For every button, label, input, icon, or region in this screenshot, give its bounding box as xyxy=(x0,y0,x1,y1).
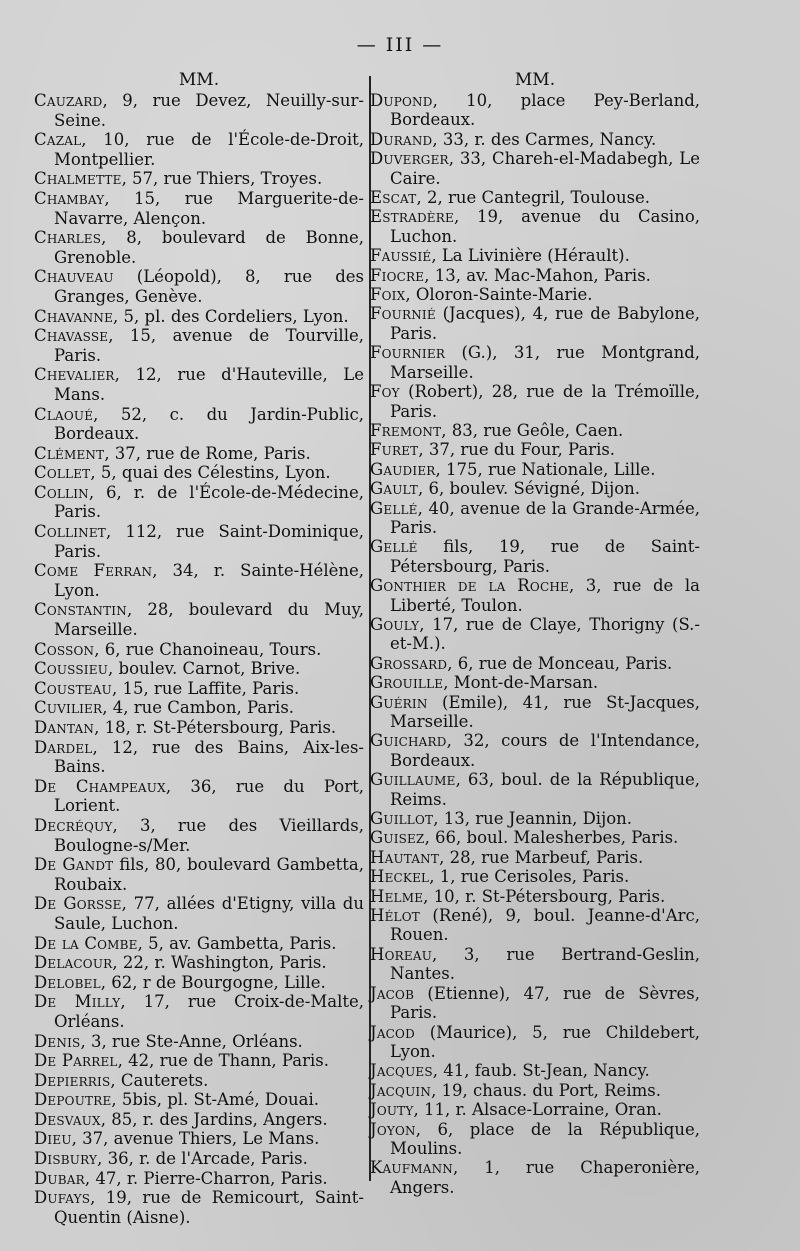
entry-name: Jacquin xyxy=(370,1080,432,1100)
directory-entry xyxy=(370,1120,700,1159)
entry-name: Faussié xyxy=(370,246,432,266)
entry-address: , 85, r. des Jardins, Angers. xyxy=(100,1109,328,1129)
entry-name: Cosson xyxy=(34,639,95,659)
directory-entry xyxy=(370,343,700,382)
entry-address: , 13, rue Jeannin, Dijon. xyxy=(433,809,633,829)
directory-entry xyxy=(34,463,364,483)
page-number: — III — xyxy=(356,34,444,56)
entry-address: , 11, r. Alsace-Lorraine, Oran. xyxy=(413,1100,662,1120)
entry-address: , 5bis, pl. St-Amé, Douai. xyxy=(111,1090,320,1110)
entry-name: Chalmette xyxy=(34,169,122,189)
directory-entry xyxy=(34,738,364,777)
entry-name: Fremont xyxy=(370,420,442,440)
entry-address: , 13, av. Mac-Mahon, Paris. xyxy=(424,265,651,285)
entry-name: Horeau xyxy=(370,944,433,964)
entry-address: , 33, Chareh-el-Madabegh, Le Caire. xyxy=(390,149,700,188)
entry-address: , 3, rue Bertrand-Geslin, Nantes. xyxy=(390,944,700,984)
entry-name: Clément xyxy=(34,443,105,463)
entry-address: , 37, rue du Four, Paris. xyxy=(418,440,616,460)
directory-entry xyxy=(370,207,700,246)
entry-address: , 2, rue Cantegril, Toulouse. xyxy=(416,188,651,208)
entry-name: Chauveau xyxy=(34,267,114,287)
entry-address: , 3, rue Ste-Anne, Orléans. xyxy=(80,1031,303,1051)
left-column-heading: MM. xyxy=(178,70,220,90)
entry-name: Duverger xyxy=(370,149,449,169)
entry-address: , 112, rue Saint-Dominique, Paris. xyxy=(54,522,364,561)
entry-address: , 37, rue de Rome, Paris. xyxy=(104,443,311,463)
entry-address: , 34, r. Sainte-Hélène, Lyon. xyxy=(54,561,364,600)
directory-entry xyxy=(370,867,700,886)
entry-name: Grossard xyxy=(370,653,448,673)
entry-name: Fournier xyxy=(370,343,446,363)
entry-name: Grouille xyxy=(370,673,444,693)
directory-entry xyxy=(34,169,364,189)
directory-entry xyxy=(34,1169,364,1189)
entry-name: Heckel xyxy=(370,867,430,887)
entry-address: , 6, boulev. Sévigné, Dijon. xyxy=(417,479,641,499)
entry-name: Kaufmann xyxy=(370,1158,453,1178)
directory-entry xyxy=(34,992,364,1031)
directory-entry xyxy=(370,673,700,692)
directory-entry xyxy=(34,679,364,699)
directory-entry xyxy=(34,130,364,169)
entry-address: , 15, rue Marguerite-de-Navarre, Alençon. xyxy=(54,188,364,228)
entry-name: Desvaux xyxy=(34,1109,101,1129)
directory-entry xyxy=(370,1158,700,1197)
entry-name: Decréquy xyxy=(34,815,113,835)
directory-entry xyxy=(34,659,364,679)
directory-entry xyxy=(370,693,700,732)
directory-entry xyxy=(370,576,700,615)
entry-name: Disbury xyxy=(34,1149,98,1169)
entry-name: Jacod xyxy=(370,1022,415,1042)
entry-name: Fiocre xyxy=(370,265,425,285)
directory-entry xyxy=(34,816,364,855)
entry-address: , La Livinière (Hérault). xyxy=(431,246,630,266)
directory-entry xyxy=(34,365,364,404)
right-column-heading: MM. xyxy=(514,70,556,90)
entry-name: Guillot xyxy=(370,809,434,829)
directory-entry xyxy=(34,1188,364,1227)
entry-name: Hautant xyxy=(370,847,440,867)
right-column xyxy=(370,70,700,1197)
entry-address: , 1, rue Cerisoles, Paris. xyxy=(429,867,630,887)
entry-name: Dufays xyxy=(34,1188,91,1208)
entry-name: Coussieu xyxy=(34,659,109,679)
directory-entry xyxy=(370,615,700,654)
entry-address: , 175, rue Nationale, Lille. xyxy=(435,459,656,479)
entry-name: Depoutre xyxy=(34,1090,112,1110)
entry-name: De Champeaux xyxy=(34,776,166,796)
entry-name: Gault xyxy=(370,479,418,499)
entry-name: Cauzard xyxy=(34,91,103,110)
directory-entry xyxy=(34,1090,364,1110)
entry-address: , 41, faub. St-Jean, Nancy. xyxy=(432,1061,650,1081)
entry-name: Jacob xyxy=(370,983,415,1003)
entry-name: De Parrel xyxy=(34,1051,118,1071)
entry-address: , 15, avenue de Tourville, Paris. xyxy=(54,326,364,365)
entry-name: Joyon xyxy=(370,1119,416,1139)
left-column xyxy=(34,70,364,1227)
entry-name: Charles xyxy=(34,228,102,248)
entry-address: , Oloron-Sainte-Marie. xyxy=(405,285,593,305)
directory-entry xyxy=(34,1071,364,1091)
directory-entry xyxy=(370,731,700,770)
entry-name: Collinet xyxy=(34,522,107,542)
entry-address: , 42, rue de Thann, Paris. xyxy=(117,1051,329,1071)
entry-name: Durand xyxy=(370,129,433,149)
entry-address: (G.), 31, rue Montgrand, Marseille. xyxy=(390,343,700,382)
directory-entry xyxy=(34,777,364,816)
entry-name: Chambay xyxy=(34,188,105,208)
directory-entry xyxy=(370,1023,700,1062)
directory-entry xyxy=(34,561,364,600)
entry-address: , 6, rue de Monceau, Paris. xyxy=(447,653,673,673)
entry-name: Cazal xyxy=(34,130,82,150)
entry-address: , 32, cours de l'Intendance, Bordeaux. xyxy=(390,731,700,770)
entry-name: Delacour xyxy=(34,953,113,973)
directory-entry xyxy=(370,440,700,459)
directory-entry xyxy=(34,698,364,718)
directory-entry xyxy=(34,228,364,267)
entry-name: Gouly xyxy=(370,614,420,634)
directory-entry xyxy=(34,91,364,130)
entry-name: Escat xyxy=(370,188,417,208)
directory-entry xyxy=(370,537,700,576)
directory-entry xyxy=(34,640,364,660)
entry-address: , 57, rue Thiers, Troyes. xyxy=(121,169,323,189)
entry-address: , 22, r. Washington, Paris. xyxy=(112,953,327,973)
entry-address: , 6, r. de l'École-de-Médecine, Paris. xyxy=(54,482,364,522)
entry-name: Jacques xyxy=(370,1061,433,1081)
entry-address: fils, 19, rue de Saint-Pétersbourg, Paris. xyxy=(390,537,700,576)
entry-name: Come Ferran xyxy=(34,561,153,581)
directory-entry xyxy=(370,421,700,440)
entry-name: De la Combe xyxy=(34,933,138,953)
directory-entry xyxy=(370,149,700,188)
entry-name: De Gorsse xyxy=(34,894,122,914)
entry-address: , 36, r. de l'Arcade, Paris. xyxy=(97,1149,308,1169)
entry-address: , 10, place Pey-Berland, Bordeaux. xyxy=(390,91,700,130)
entry-address: , 4, rue Cambon, Paris. xyxy=(102,698,295,718)
entry-address: , 5, pl. des Cordeliers, Lyon. xyxy=(113,306,349,326)
entry-name: Fournié xyxy=(370,304,436,324)
entry-name: Cuvilier xyxy=(34,698,103,718)
entry-name: Gellé xyxy=(370,537,418,557)
entry-address: fils, 80, boulevard Gambetta, Roubaix. xyxy=(54,855,364,894)
directory-entry xyxy=(370,1081,700,1100)
right-entry-list xyxy=(370,91,700,1197)
entry-name: Guichard xyxy=(370,731,447,751)
entry-name: Gaudier xyxy=(370,459,436,479)
entry-address: , Mont-de-Marsan. xyxy=(443,673,599,693)
entry-name: Hélot xyxy=(370,906,420,926)
entry-name: De Milly xyxy=(34,992,121,1012)
directory-entry xyxy=(34,522,364,561)
directory-entry xyxy=(370,285,700,304)
directory-entry xyxy=(34,189,364,228)
directory-entry xyxy=(34,444,364,464)
entry-address: , 12, rue d'Hauteville, Le Mans. xyxy=(54,365,364,404)
directory-entry xyxy=(34,1110,364,1130)
entry-name: Constantin xyxy=(34,600,127,620)
entry-address: , 33, r. des Carmes, Nancy. xyxy=(432,129,657,149)
directory-entry xyxy=(370,304,700,343)
entry-address: , 1, rue Chaperonière, Angers. xyxy=(390,1158,700,1197)
directory-entry xyxy=(34,483,364,522)
entry-address: , 3, rue de la Liberté, Toulon. xyxy=(390,576,700,615)
entry-name: Helme xyxy=(370,886,424,906)
directory-entry xyxy=(370,130,700,149)
directory-entry xyxy=(370,382,700,421)
entry-address: , 19, chaus. du Port, Reims. xyxy=(431,1080,661,1100)
directory-entry xyxy=(34,1051,364,1071)
directory-entry xyxy=(370,499,700,538)
entry-name: Chavanne xyxy=(34,306,114,326)
entry-address: , 5, quai des Célestins, Lyon. xyxy=(90,463,331,483)
directory-entry xyxy=(370,1061,700,1080)
entry-address: , 3, rue des Vieillards, Boulogne-s/Mer. xyxy=(54,815,364,855)
entry-name: Collet xyxy=(34,463,91,483)
entry-address: (Léopold), 8, rue des Granges, Genève. xyxy=(54,267,364,306)
directory-entry xyxy=(34,934,364,954)
entry-name: Gonthier de la Roche xyxy=(370,576,569,596)
directory-entry xyxy=(370,906,700,945)
directory-entry xyxy=(34,1129,364,1149)
directory-entry xyxy=(34,307,364,327)
directory-entry xyxy=(370,479,700,498)
entry-address: (Etienne), 47, rue de Sèvres, Paris. xyxy=(390,983,700,1023)
entry-address: , 37, avenue Thiers, Le Mans. xyxy=(71,1129,320,1149)
entry-address: , 28, rue Marbeuf, Paris. xyxy=(439,847,644,867)
directory-entry xyxy=(370,887,700,906)
directory-entry xyxy=(34,326,364,365)
entry-name: Foy xyxy=(370,382,400,402)
entry-name: Chavasse xyxy=(34,326,109,346)
entry-address: , 36, rue du Port, Lorient. xyxy=(54,776,364,816)
directory-entry xyxy=(34,894,364,933)
entry-address: , 83, rue Geôle, Caen. xyxy=(441,420,624,440)
directory-entry xyxy=(34,1032,364,1052)
directory-entry xyxy=(370,460,700,479)
entry-address: (Maurice), 5, rue Childebert, Lyon. xyxy=(390,1022,700,1061)
entry-address: , 6, place de la République, Moulins. xyxy=(390,1119,700,1158)
directory-entry xyxy=(370,1100,700,1119)
entry-name: Dubar xyxy=(34,1168,85,1188)
entry-address: , 17, rue Croix-de-Malte, Orléans. xyxy=(54,992,364,1031)
directory-entry xyxy=(34,718,364,738)
directory-entry xyxy=(370,984,700,1023)
entry-address: , 12, rue des Bains, Aix-les-Bains. xyxy=(54,737,364,777)
entry-address: , 19, rue de Remicourt, Saint-Quentin (Aisne). xyxy=(54,1188,364,1227)
left-entry-list xyxy=(34,91,364,1227)
entry-address: , 10, rue de l'École-de-Droit, Montpellier. xyxy=(54,130,364,169)
entry-name: De Gandt xyxy=(34,855,114,875)
directory-entry xyxy=(370,188,700,207)
entry-name: Dardel xyxy=(34,737,93,757)
entry-address: , 5, av. Gambetta, Paris. xyxy=(137,933,337,953)
entry-address: (Jacques), 4, rue de Babylone, Paris. xyxy=(390,304,700,343)
entry-name: Gellé xyxy=(370,498,418,518)
entry-name: Guérin xyxy=(370,692,428,712)
entry-address: , 47, r. Pierre-Charron, Paris. xyxy=(84,1168,328,1188)
entry-address: , 28, boulevard du Muy, Marseille. xyxy=(54,600,364,640)
entry-address: , 62, r de Bourgogne, Lille. xyxy=(100,972,326,992)
entry-name: Cousteau xyxy=(34,678,112,698)
directory-entry xyxy=(370,848,700,867)
directory-entry xyxy=(34,267,364,306)
entry-address: , 19, avenue du Casino, Luchon. xyxy=(390,207,700,246)
entry-address: , 8, boulevard de Bonne, Grenoble. xyxy=(54,228,364,267)
entry-name: Chevalier xyxy=(34,365,115,385)
entry-name: Delobel xyxy=(34,972,101,992)
entry-address: , 10, r. St-Pétersbourg, Paris. xyxy=(423,886,666,906)
entry-name: Collin xyxy=(34,482,89,502)
entry-address: , 77, allées d'Etigny, villa du Saule, Luchon. xyxy=(54,894,364,933)
directory-entry xyxy=(370,91,700,130)
entry-name: Denis xyxy=(34,1031,81,1051)
entry-address: , boulev. Carnot, Brive. xyxy=(108,659,301,679)
entry-address: , 6, rue Chanoineau, Tours. xyxy=(94,639,322,659)
entry-address: , Cauterets. xyxy=(110,1070,209,1090)
entry-name: Guisez xyxy=(370,828,425,848)
entry-name: Dantan xyxy=(34,718,95,737)
entry-name: Dupond xyxy=(370,91,433,110)
directory-entry xyxy=(34,600,364,639)
entry-address: (René), 9, boul. Jeanne-d'Arc, Rouen. xyxy=(390,906,700,945)
entry-address: , 17, rue de Claye, Thorigny (S.-et-M.). xyxy=(390,614,700,654)
entry-name: Dieu xyxy=(34,1129,72,1149)
entry-name: Jouty xyxy=(370,1100,414,1120)
directory-entry xyxy=(34,855,364,894)
entry-name: Claoué xyxy=(34,404,94,424)
directory-entry xyxy=(370,828,700,847)
entry-name: Furet xyxy=(370,440,419,460)
directory-entry xyxy=(34,405,364,444)
directory-entry xyxy=(370,266,700,285)
entry-address: , 52, c. du Jardin-Public, Bordeaux. xyxy=(54,404,364,444)
entry-name: Estradère xyxy=(370,207,454,227)
entry-name: Depierris xyxy=(34,1070,111,1090)
entry-address: , 9, rue Devez, Neuilly-sur-Seine. xyxy=(54,91,364,130)
entry-name: Guillaume xyxy=(370,770,456,790)
directory-entry xyxy=(34,973,364,993)
directory-entry xyxy=(370,809,700,828)
directory-entry xyxy=(370,246,700,265)
directory-entry xyxy=(370,945,700,984)
entry-address: , 18, r. St-Pétersbourg, Paris. xyxy=(94,718,337,737)
directory-entry xyxy=(370,770,700,809)
entry-address: , 15, rue Laffite, Paris. xyxy=(111,678,300,698)
entry-address: (Emile), 41, rue St-Jacques, Marseille. xyxy=(390,692,700,731)
entry-address: (Robert), 28, rue de la Trémoïlle, Paris. xyxy=(390,382,700,421)
directory-entry xyxy=(34,953,364,973)
directory-entry xyxy=(34,1149,364,1169)
entry-address: , 40, avenue de la Grande-Armée, Paris. xyxy=(390,498,700,537)
entry-address: , 66, boul. Malesherbes, Paris. xyxy=(424,828,679,848)
entry-name: Foix xyxy=(370,285,406,305)
directory-entry xyxy=(370,654,700,673)
entry-address: , 63, boul. de la République, Reims. xyxy=(390,770,700,809)
